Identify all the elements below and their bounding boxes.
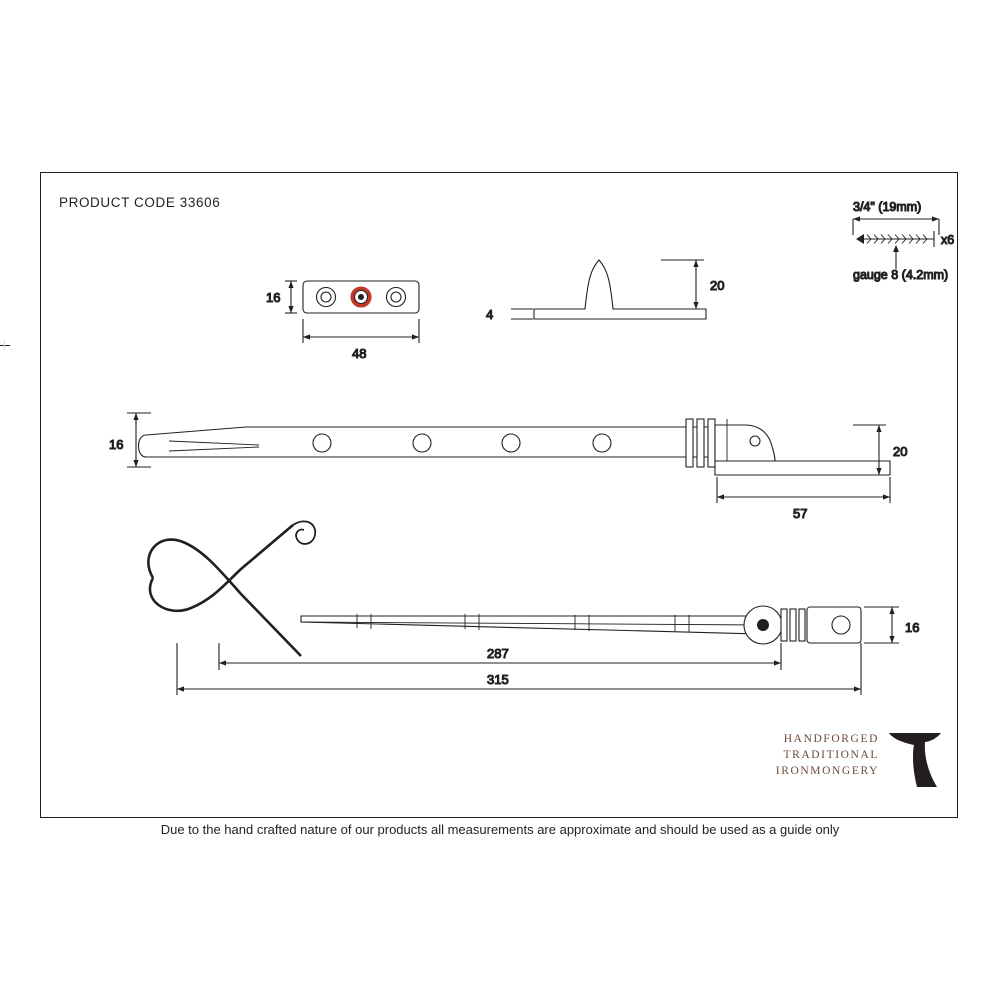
left-edge-tick-secondary xyxy=(4,340,5,350)
plate-width-label: 48 xyxy=(352,346,367,361)
pin-height-dimension xyxy=(661,260,704,309)
technical-drawing-sheet xyxy=(40,172,958,818)
anvil-icon xyxy=(887,727,943,789)
stay-total-length-dimension xyxy=(177,643,861,695)
left-edge-tick xyxy=(0,345,10,346)
bracket-width-label: 57 xyxy=(793,506,808,521)
stay-height-label: 16 xyxy=(109,437,124,452)
stay-side-view xyxy=(148,521,861,656)
drawing-canvas xyxy=(41,173,959,819)
pin-side-view xyxy=(534,260,706,319)
plate-width-dimension xyxy=(303,319,419,343)
bracket-width-dimension xyxy=(717,477,890,503)
bracket-height-label: 20 xyxy=(893,444,908,459)
pin-thickness-dimension xyxy=(511,309,533,319)
product-code-label: PRODUCT CODE 33606 xyxy=(59,195,221,210)
brand-line-2: TRADITIONAL xyxy=(783,749,879,761)
plate-top-view xyxy=(303,281,419,313)
screw-quantity-label: x6 xyxy=(941,233,955,247)
stay-inner-length-label: 287 xyxy=(487,646,509,661)
stay-plan-view xyxy=(139,419,891,475)
stay-total-length-label: 315 xyxy=(487,672,509,687)
pin-thickness-label: 4 xyxy=(486,307,494,322)
screw-gauge-label: gauge 8 (4.2mm) xyxy=(853,268,949,282)
footer-disclaimer: Due to the hand crafted nature of our products all measurements are approximate and should be used as a guide only xyxy=(160,822,840,837)
pivot-height-dimension xyxy=(864,607,899,643)
brand-logo xyxy=(763,725,943,797)
brand-line-1: HANDFORGED xyxy=(783,733,879,745)
brand-logo-text xyxy=(763,731,879,779)
screw-callout xyxy=(853,216,939,269)
plate-height-dimension xyxy=(285,281,297,313)
pin-height-label: 20 xyxy=(710,278,725,293)
pivot-height-label: 16 xyxy=(905,620,920,635)
brand-line-3: IRONMONGERY xyxy=(775,765,879,777)
screw-length-label: 3/4" (19mm) xyxy=(853,200,922,214)
plate-height-label: 16 xyxy=(266,290,281,305)
